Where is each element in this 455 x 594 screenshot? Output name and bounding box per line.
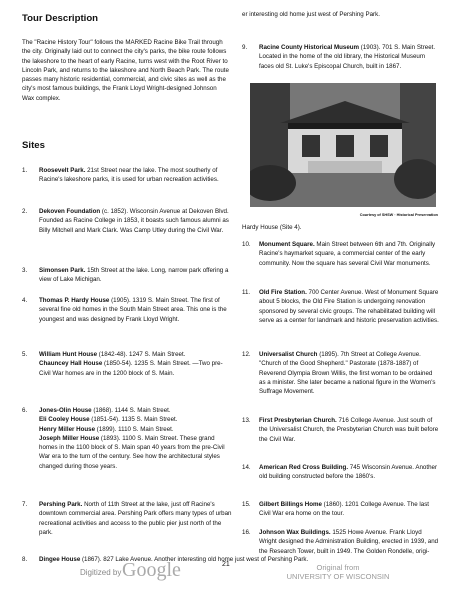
site-number: 6. (22, 407, 28, 414)
site-text: North of 11th Street at the lake, just off Racine's downtown commercial area. Pershing Park offers many types of urban recreational activities and access to the public pier just north of the park. (39, 501, 232, 536)
page-number: 21 (222, 561, 230, 568)
site-number: 11. (242, 289, 251, 296)
site-name: Johnson Wax Buildings. (259, 529, 331, 536)
site-name: Universalist Church (259, 351, 318, 358)
site-name: Gilbert Billings Home (259, 501, 322, 508)
photo-caption: Hardy House (Site 4). (242, 224, 302, 231)
site-continuation: er interesting old home just west of Pershing Park. (242, 11, 380, 18)
site-number: 14. (242, 464, 251, 471)
digitized-by-label: Digitized by (80, 568, 122, 577)
google-logo: Google (122, 559, 181, 581)
site-text: 15th Street at the lake. Long, narrow park offering a view of Lake Michigan. (39, 267, 229, 284)
site-text: (1905). 1319 S. Main Street. The first of several fine old homes in the South Main Street area. This one is the youngest and was designed by Frank Lloyd Wright. (39, 297, 227, 323)
original-source (278, 563, 398, 581)
site-name: Dekoven Foundation (39, 208, 101, 215)
hardy-house-illustration (250, 83, 436, 207)
tour-intro-paragraph: The "Racine History Tour" follows the MARKED Racine Bike Trail through the city. Originally laid out to connect the city's parks, the bike route follows the lakeshore to the heart of early Racine, turns west with the Root River to Lincoln Park, and returns to the lakeshore and North Beach Park. The route passes many historic residential, commercial, and civic sites as well as the city's most famous buildings, the Frank Lloyd Wright-designed Johnson Wax complex. (22, 39, 229, 102)
site-name: Racine County Historical Museum (259, 44, 360, 51)
site-name: Roosevelt Park. (39, 167, 86, 174)
site-number: 2. (22, 208, 28, 215)
sites-heading: Sites (22, 140, 45, 151)
site-name: Chauncey Hall House (39, 360, 103, 368)
site-name: Thomas P. Hardy House (39, 297, 110, 304)
site-number: 3. (22, 267, 28, 274)
site-name: Joseph Miller House (39, 434, 100, 442)
site-name: American Red Cross Building. (259, 464, 349, 471)
site-number: 9. (242, 44, 248, 51)
site-number: 15. (242, 501, 251, 508)
site-text: (1868). 1144 S. Main Street. (91, 407, 171, 414)
site-name: Dingee House (39, 556, 81, 563)
site-number: 4. (22, 297, 28, 304)
site-text: (c. 1852). Wisconsin Avenue at Dekoven Blvd. Founded as Racine College in 1853, it boasts such famous alumni as Billy Mitchell and Mark Clark. Was Camp Utley during the Civil War. (39, 208, 229, 234)
site-text: 716 College Avenue. Just south of the Universalist Church, the Presbyterian Church was built before the Civil War. (259, 417, 439, 443)
site-name: Eli Cooley House (39, 416, 90, 424)
site-text: 21st Street near the lake. The most southerly of Racine's lakeshore parks, it is used for urban recreation activities. (39, 167, 219, 184)
site-text: (1867). 827 Lake Avenue. Another interesting old home just west of Pershing Park. (80, 556, 309, 563)
site-text: 700 Center Avenue. West of Monument Square about 5 blocks, the Old Fire Station is undergoing renovation sponsored by several civic groups. The rehabilitated building will serve as a center for landmark and historic preservation activities. (259, 289, 439, 324)
site-name: Simonsen Park. (39, 267, 86, 274)
site-text: (1842-48). 1247 S. Main Street. (97, 351, 186, 358)
site-number: 16. (242, 529, 251, 536)
site-text: (1850-54). 1235 S. Main Street. —Two pre-Civil War homes are in the 1200 block of S. Main. (39, 360, 223, 377)
site-text: Main Street between 6th and 7th. Originally Racine's haymarket square, a commercial center of the early community. Now the square has several Civil War monuments. (259, 241, 436, 267)
site-name: First Presbyterian Church. (259, 417, 337, 424)
site-text: (1903). 701 S. Main Street. Located in the home of the old library, the Historical Museum faces old St. Luke's Episcopal Church, built in 1867. (259, 44, 436, 70)
university-label: UNIVERSITY OF WISCONSIN (286, 572, 390, 581)
site-text: (1860). 1201 College Avenue. The last Civil War era home on the tour. (259, 501, 430, 518)
site-text: 745 Wisconsin Avenue. Another old building constructed before the 1860's. (259, 464, 438, 481)
site-text: (1899). 1110 S. Main Street. (95, 425, 174, 433)
site-name: William Hunt House (39, 351, 98, 358)
site-number: 13. (242, 417, 251, 424)
site-number: 1. (22, 167, 28, 174)
site-name: Old Fire Station. (259, 289, 307, 296)
site-text: (1895). 7th Street at College Avenue. "Church of the Good Shepherd." Pastorate (1878-1887) of Reverend Olympia Brown Willis, the first woman to be ordained as a minister. She later became a national figure in the Women's Suffrage Movement. (259, 351, 436, 396)
site-number: 5. (22, 351, 28, 358)
site-text: (1893). 1100 S. Main Street. These grand homes in the 1100 block of S. Main span 40 years from the pre-Civil War era to the turn of the century. See how the architectural styles changed during those years. (39, 434, 225, 470)
tour-description-heading: Tour Description (22, 13, 99, 24)
site-number: 10. (242, 241, 251, 248)
site-number: 7. (22, 501, 28, 508)
photo-credit: Courtesy of SHSW · Historical Preservation (359, 213, 438, 217)
site-text: (1851-54). 1135 S. Main Street. (89, 416, 178, 424)
site-name: Pershing Park. (39, 501, 83, 508)
site-text: 1525 Howe Avenue. Frank Lloyd Wright designed the Administration Building, erected in 1939, and the Research Tower, built in 1949. The Golden Rondelle, origi- (259, 529, 439, 555)
hardy-house-photo (250, 83, 436, 207)
site-name: Monument Square. (259, 241, 315, 248)
site-number: 12. (242, 351, 251, 358)
site-name: Jones-Olin House (39, 407, 92, 414)
site-name: Henry Miller House (39, 425, 96, 433)
site-number: 8. (22, 556, 28, 563)
original-from-label: Original from (316, 563, 360, 572)
